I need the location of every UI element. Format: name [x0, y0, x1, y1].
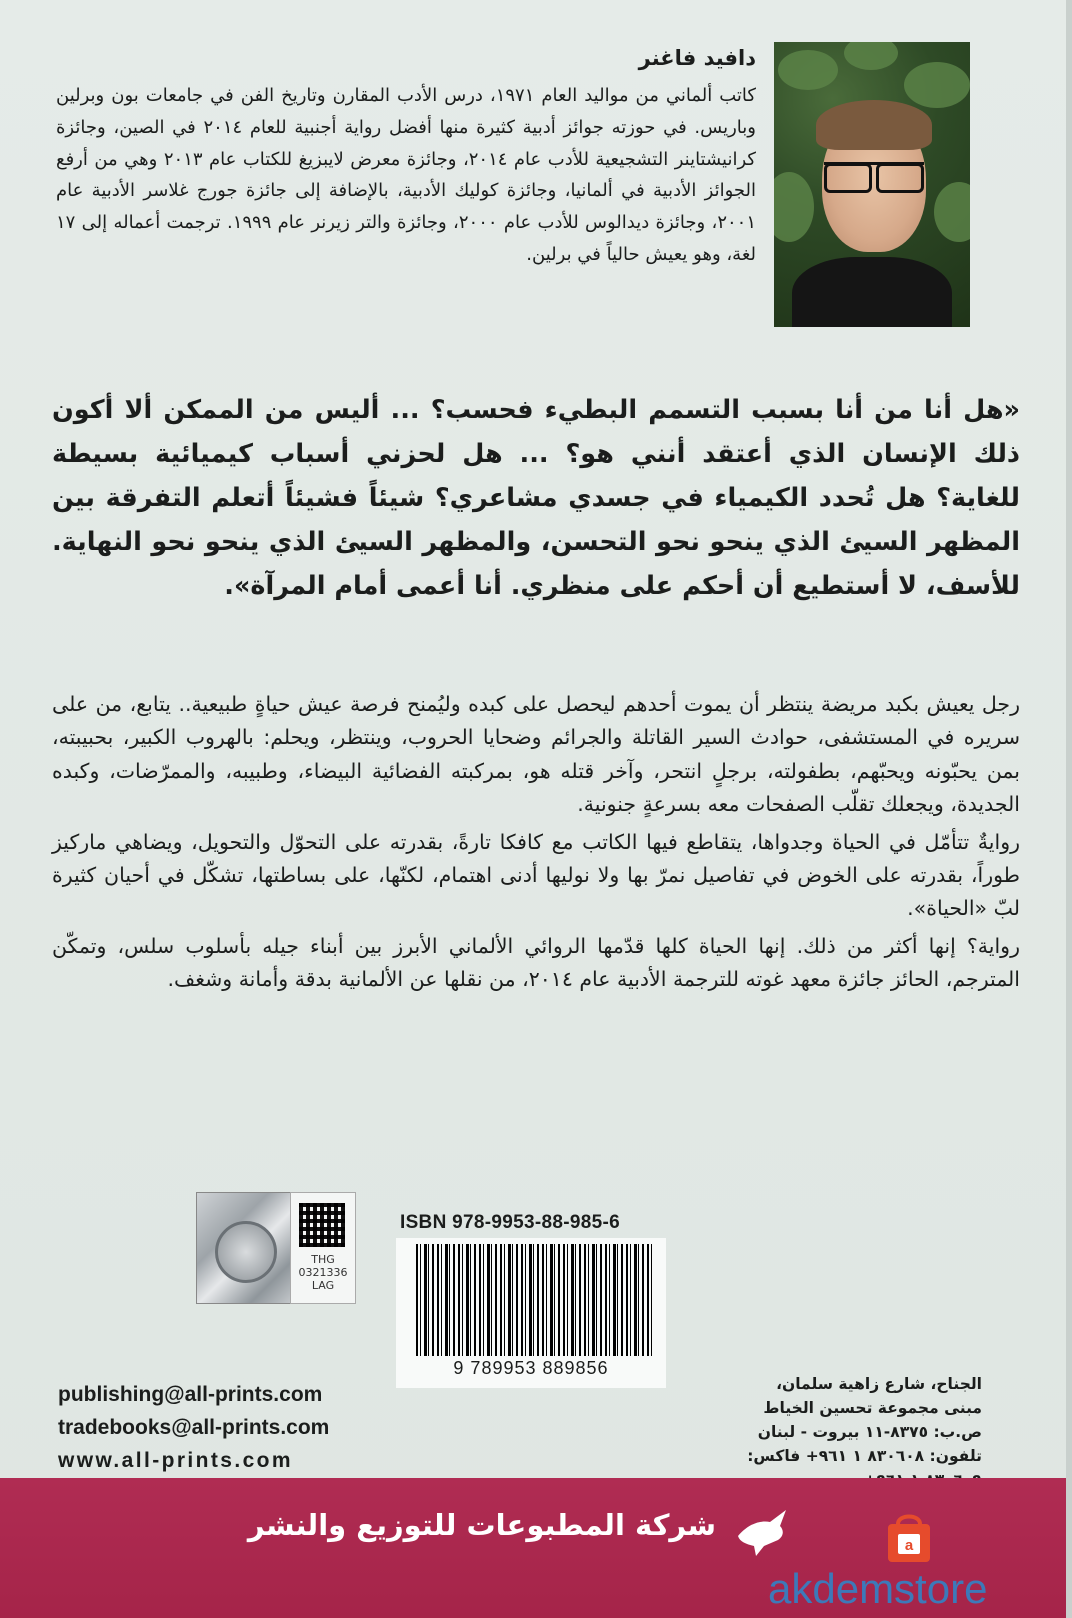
email-publishing: publishing@all-prints.com — [58, 1383, 323, 1406]
hologram-sticker — [196, 1192, 292, 1304]
barcode-bars-icon — [416, 1244, 654, 1356]
publisher-address — [702, 1372, 982, 1492]
tracking-sticker — [290, 1192, 356, 1304]
description-paragraph: رواية؟ إنها أكثر من ذلك. إنها الحياة كلها قدّمها الروائي الألماني الأبرز بين أبناء جيله بأسلوب سلس، وتمكّن المترجم، الحائز جائزة معهد غوته للترجمة الأدبية عام ٢٠١٤، من نقلها عن الألمانية بدقة وأمانة وشغف. — [52, 933, 1020, 992]
store-watermark: akdemstore — [768, 1565, 988, 1612]
shopping-bag-icon — [884, 1508, 934, 1564]
address-line: الجناح، شارع زاهية سلمان، — [776, 1375, 982, 1393]
bird-logo-icon — [734, 1506, 790, 1558]
hologram-seal-icon — [215, 1221, 277, 1283]
publisher-name: شركة المطبوعات للتوزيع والنشر — [247, 1508, 716, 1542]
barcode-digits: 9 789953 889856 — [453, 1358, 609, 1378]
description-paragraph: روايةٌ تتأمّل في الحياة وجدواها، يتقاطع فيها الكاتب مع كافكا تارةً، بقدرته على التحوّل والتحويل، ويضاهي ماركيز طوراً، بقدرته على الخوض في تفاصيل نمرّ بها ولا نوليها أدنى اهتمام، لكنّها، على بساطتها، تشكّل في أحيان كثيرة لبّ «الحياة». — [52, 829, 1020, 921]
address-line: مبنى مجموعة تحسين الخياط — [763, 1399, 982, 1417]
address-line: ص.ب: ٨٣٧٥-١١ بيروت - لبنان — [757, 1423, 982, 1441]
address-line: تلفون: ٨٣٠٦٠٨ ١ ٩٦١+ فاكس: — [747, 1447, 982, 1465]
author-name: دافيد فاغنر — [638, 46, 756, 70]
author-bio: كاتب ألماني من مواليد العام ١٩٧١، درس الأدب المقارن وتاريخ الفن في جامعات بون وبرلين وباريس. في حوزته جوائز أدبية كثيرة منها أفضل رواية أجنبية للعام ٢٠١٤ في الصين، وجائزة كرانيشتاينر التشجيعية للأدب عام ٢٠١٤، وجائزة معرض لايبزيغ للكتاب عام ٢٠١٣ وهي من أرفع الجوائز الأدبية في ألمانيا، وجائزة كوليك الأدبية، بالإضافة إلى جائزة جورج غلاسر الأدبية عام ٢٠٠١، وجائزة ديدالوس للأدب عام ٢٠٠٠، وجائزة والتر زيرنر عام ١٩٩٩. ترجمت أعماله إلى ١٧ لغة، وهو يعيش حالياً في برلين. — [56, 85, 756, 265]
author-photo — [774, 42, 970, 327]
scan-edge — [1066, 0, 1072, 1618]
book-description — [52, 688, 1020, 1001]
sticker-code: THG 0321336 LAG — [298, 1253, 348, 1292]
book-quote: «هل أنا من أنا بسبب التسمم البطيء فحسب؟ ... أليس من الممكن ألا أكون ذلك الإنسان الذي أعتقد أنني هو؟ ... هل لحزني أسباب كيميائية بسيطة للغاية؟ هل تُحدد الكيمياء في جسدي مشاعري؟ شيئاً فشيئاً أتعلم التفرقة بين المظهر السيئ الذي ينحو نحو التحسن، والمظهر السيئ الذي ينحو نحو النهاية. للأسف، لا أستطيع أن أحكم على منظري. أنا أعمى أمام المرآة». — [52, 395, 1020, 601]
qr-code-icon — [299, 1203, 345, 1247]
barcode — [396, 1238, 666, 1388]
svg-text:a: a — [904, 1537, 914, 1554]
isbn-label: ISBN 978-9953-88-985-6 — [400, 1212, 620, 1233]
publisher-contacts — [58, 1378, 378, 1477]
website-url: www.all-prints.com — [58, 1449, 293, 1472]
glasses-icon — [824, 162, 924, 193]
description-paragraph: رجل يعيش بكبد مريضة ينتظر أن يموت أحدهم ليحصل على كبده وليُمنح فرصة عيش حياةٍ طبيعية.. يتابع، من على سريره في المستشفى، حوادث السير القاتلة والجرائم وضحايا الحروب، وينتظر، ويحلم: بالهروب الكبير، بحبيبته، بمن يحبّونه ويحبّهم، بطفولته، برجلٍ انتحر، وآخر قتله هو، بمركبته الفضائية البيضاء، وطبيبه، والممرّضات، وكبده الجديدة، ويجعلك تقلّب الصفحات معه بسرعةٍ جنونية. — [52, 692, 1020, 817]
email-tradebooks: tradebooks@all-prints.com — [58, 1416, 330, 1439]
